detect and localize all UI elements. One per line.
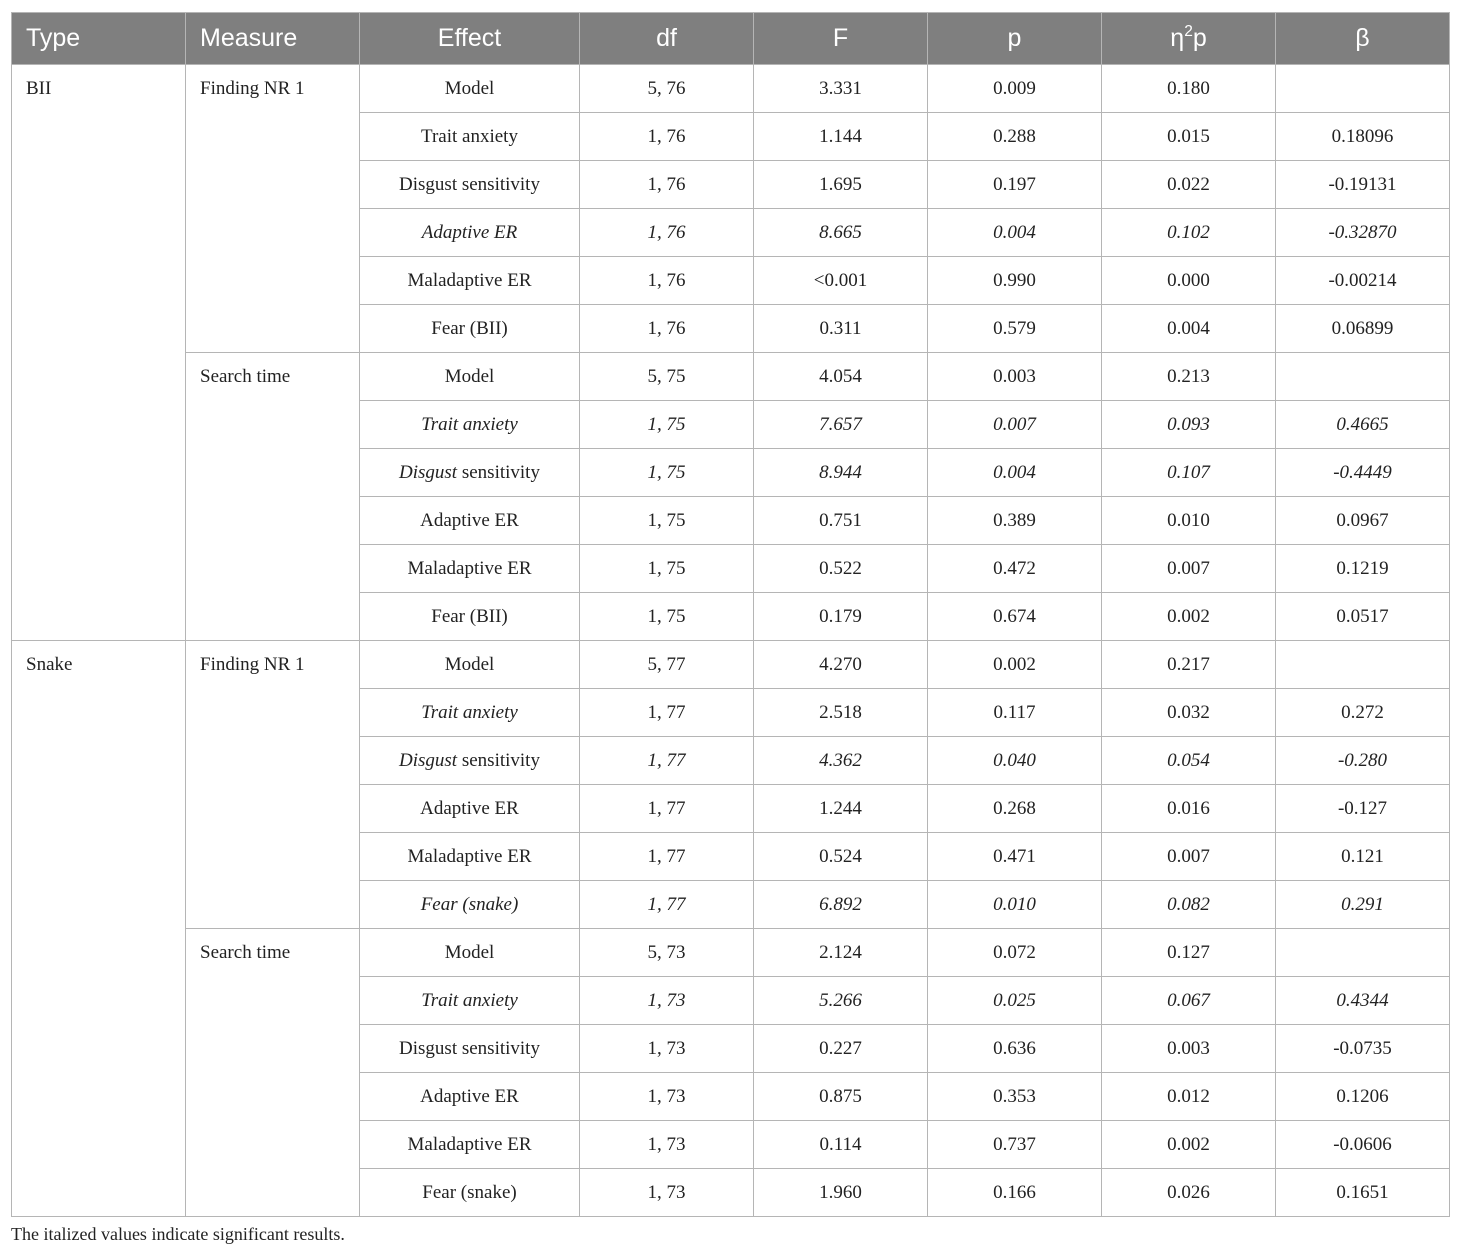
p-cell: 0.040 [928,737,1102,785]
df-cell: 1, 75 [580,449,754,497]
effect-cell: Disgust sensitivity [360,161,580,209]
eta-cell: 0.015 [1102,113,1276,161]
beta-cell: 0.4665 [1276,401,1450,449]
df-cell: 1, 76 [580,209,754,257]
effect-cell: Adaptive ER [360,1073,580,1121]
beta-cell [1276,929,1450,977]
beta-cell: -0.32870 [1276,209,1450,257]
eta-cell: 0.007 [1102,545,1276,593]
eta-cell: 0.180 [1102,65,1276,113]
effect-plain-part: sensitivity [457,749,540,771]
df-cell: 1, 77 [580,785,754,833]
effect-cell: Adaptive ER [360,209,580,257]
beta-cell [1276,641,1450,689]
header-type: Type [12,13,186,65]
header-f: F [754,13,928,65]
p-cell: 0.166 [928,1169,1102,1217]
beta-cell [1276,353,1450,401]
beta-cell: -0.19131 [1276,161,1450,209]
effect-cell: Trait anxiety [360,401,580,449]
p-cell: 0.197 [928,161,1102,209]
p-cell: 0.010 [928,881,1102,929]
beta-cell: 0.272 [1276,689,1450,737]
df-cell: 1, 73 [580,977,754,1025]
p-cell: 0.471 [928,833,1102,881]
df-cell: 1, 73 [580,1073,754,1121]
beta-cell: 0.0517 [1276,593,1450,641]
header-eta-squared-partial [1102,13,1276,65]
measure-cell: Search time [186,353,360,641]
p-cell: 0.117 [928,689,1102,737]
header-eta-sub: p [1192,24,1207,52]
p-cell: 0.003 [928,353,1102,401]
df-cell: 1, 73 [580,1169,754,1217]
df-cell: 1, 77 [580,833,754,881]
header-effect: Effect [360,13,580,65]
df-cell: 1, 75 [580,401,754,449]
f-cell: 4.054 [754,353,928,401]
df-cell: 1, 76 [580,257,754,305]
effect-cell: Model [360,641,580,689]
effect-cell: Fear (snake) [360,881,580,929]
eta-cell: 0.003 [1102,1025,1276,1073]
f-cell: 1.244 [754,785,928,833]
header-beta: β [1276,13,1450,65]
eta-cell: 0.010 [1102,497,1276,545]
table-row [12,929,1450,977]
effect-cell: Disgust sensitivity [360,1025,580,1073]
beta-cell: 0.1206 [1276,1073,1450,1121]
f-cell: 6.892 [754,881,928,929]
measure-cell: Finding NR 1 [186,641,360,929]
f-cell: 0.751 [754,497,928,545]
beta-cell: -0.280 [1276,737,1450,785]
f-cell: 0.114 [754,1121,928,1169]
p-cell: 0.002 [928,641,1102,689]
type-cell: BII [12,65,186,641]
p-cell: 0.009 [928,65,1102,113]
beta-cell: -0.00214 [1276,257,1450,305]
beta-cell: 0.1219 [1276,545,1450,593]
header-row [12,13,1450,65]
eta-cell: 0.217 [1102,641,1276,689]
eta-cell: 0.082 [1102,881,1276,929]
p-cell: 0.072 [928,929,1102,977]
p-cell: 0.389 [928,497,1102,545]
f-cell: 1.144 [754,113,928,161]
f-cell: 4.270 [754,641,928,689]
df-cell: 1, 76 [580,113,754,161]
p-cell: 0.737 [928,1121,1102,1169]
df-cell: 1, 77 [580,881,754,929]
beta-cell: -0.0735 [1276,1025,1450,1073]
effect-cell: Trait anxiety [360,977,580,1025]
beta-cell: -0.127 [1276,785,1450,833]
eta-cell: 0.012 [1102,1073,1276,1121]
f-cell: 1.695 [754,161,928,209]
df-cell: 1, 77 [580,689,754,737]
effect-cell: Trait anxiety [360,113,580,161]
header-eta-base: η [1170,24,1185,52]
table-row [12,65,1450,113]
header-eta-sup: 2 [1184,22,1193,40]
beta-cell: 0.06899 [1276,305,1450,353]
eta-cell: 0.002 [1102,593,1276,641]
p-cell: 0.007 [928,401,1102,449]
eta-cell: 0.102 [1102,209,1276,257]
f-cell: 2.124 [754,929,928,977]
eta-cell: 0.054 [1102,737,1276,785]
df-cell: 1, 75 [580,497,754,545]
p-cell: 0.353 [928,1073,1102,1121]
eta-cell: 0.127 [1102,929,1276,977]
effect-cell: Maladaptive ER [360,1121,580,1169]
effect-cell [360,737,580,785]
effect-cell: Fear (BII) [360,305,580,353]
measure-cell: Finding NR 1 [186,65,360,353]
eta-cell: 0.022 [1102,161,1276,209]
table-row [12,641,1450,689]
p-cell: 0.025 [928,977,1102,1025]
eta-cell: 0.000 [1102,257,1276,305]
beta-cell: 0.291 [1276,881,1450,929]
beta-cell: 0.121 [1276,833,1450,881]
eta-cell: 0.067 [1102,977,1276,1025]
f-cell: 0.311 [754,305,928,353]
f-cell: 8.665 [754,209,928,257]
df-cell: 5, 73 [580,929,754,977]
df-cell: 5, 75 [580,353,754,401]
f-cell: 0.179 [754,593,928,641]
effect-cell: Model [360,929,580,977]
f-cell: 8.944 [754,449,928,497]
eta-cell: 0.007 [1102,833,1276,881]
f-cell: 0.227 [754,1025,928,1073]
f-cell: 0.875 [754,1073,928,1121]
eta-cell: 0.213 [1102,353,1276,401]
df-cell: 1, 75 [580,545,754,593]
df-cell: 5, 76 [580,65,754,113]
eta-cell: 0.107 [1102,449,1276,497]
effect-italic-part: Disgust [399,749,458,771]
f-cell: 2.518 [754,689,928,737]
effect-cell: Model [360,65,580,113]
f-cell: 1.960 [754,1169,928,1217]
p-cell: 0.636 [928,1025,1102,1073]
p-cell: 0.472 [928,545,1102,593]
beta-cell [1276,65,1450,113]
table-body [12,65,1450,1217]
effect-cell: Model [360,353,580,401]
eta-cell: 0.026 [1102,1169,1276,1217]
beta-cell: -0.0606 [1276,1121,1450,1169]
f-cell: 3.331 [754,65,928,113]
eta-cell: 0.032 [1102,689,1276,737]
type-cell: Snake [12,641,186,1217]
p-cell: 0.268 [928,785,1102,833]
effect-plain-part: sensitivity [457,461,540,483]
effect-cell: Fear (snake) [360,1169,580,1217]
table-row [12,353,1450,401]
p-cell: 0.004 [928,209,1102,257]
effect-cell: Fear (BII) [360,593,580,641]
p-cell: 0.579 [928,305,1102,353]
df-cell: 1, 76 [580,305,754,353]
table-footnote: The italized values indicate significant results. [11,1224,345,1244]
eta-cell: 0.002 [1102,1121,1276,1169]
effect-italic-part: Disgust [399,461,458,483]
header-df: df [580,13,754,65]
f-cell: <0.001 [754,257,928,305]
f-cell: 4.362 [754,737,928,785]
p-cell: 0.990 [928,257,1102,305]
effect-cell [360,449,580,497]
p-cell: 0.288 [928,113,1102,161]
measure-cell: Search time [186,929,360,1217]
df-cell: 1, 75 [580,593,754,641]
results-table [11,12,1450,1217]
f-cell: 0.522 [754,545,928,593]
effect-cell: Maladaptive ER [360,257,580,305]
beta-cell: -0.4449 [1276,449,1450,497]
beta-cell: 0.1651 [1276,1169,1450,1217]
effect-cell: Maladaptive ER [360,545,580,593]
effect-cell: Maladaptive ER [360,833,580,881]
effect-cell: Adaptive ER [360,497,580,545]
header-measure: Measure [186,13,360,65]
f-cell: 7.657 [754,401,928,449]
p-cell: 0.004 [928,449,1102,497]
effect-cell: Adaptive ER [360,785,580,833]
beta-cell: 0.0967 [1276,497,1450,545]
beta-cell: 0.4344 [1276,977,1450,1025]
df-cell: 1, 73 [580,1025,754,1073]
effect-cell: Trait anxiety [360,689,580,737]
df-cell: 1, 77 [580,737,754,785]
df-cell: 1, 73 [580,1121,754,1169]
p-cell: 0.674 [928,593,1102,641]
eta-cell: 0.016 [1102,785,1276,833]
df-cell: 5, 77 [580,641,754,689]
df-cell: 1, 76 [580,161,754,209]
eta-cell: 0.004 [1102,305,1276,353]
eta-cell: 0.093 [1102,401,1276,449]
header-p: p [928,13,1102,65]
f-cell: 5.266 [754,977,928,1025]
beta-cell: 0.18096 [1276,113,1450,161]
f-cell: 0.524 [754,833,928,881]
